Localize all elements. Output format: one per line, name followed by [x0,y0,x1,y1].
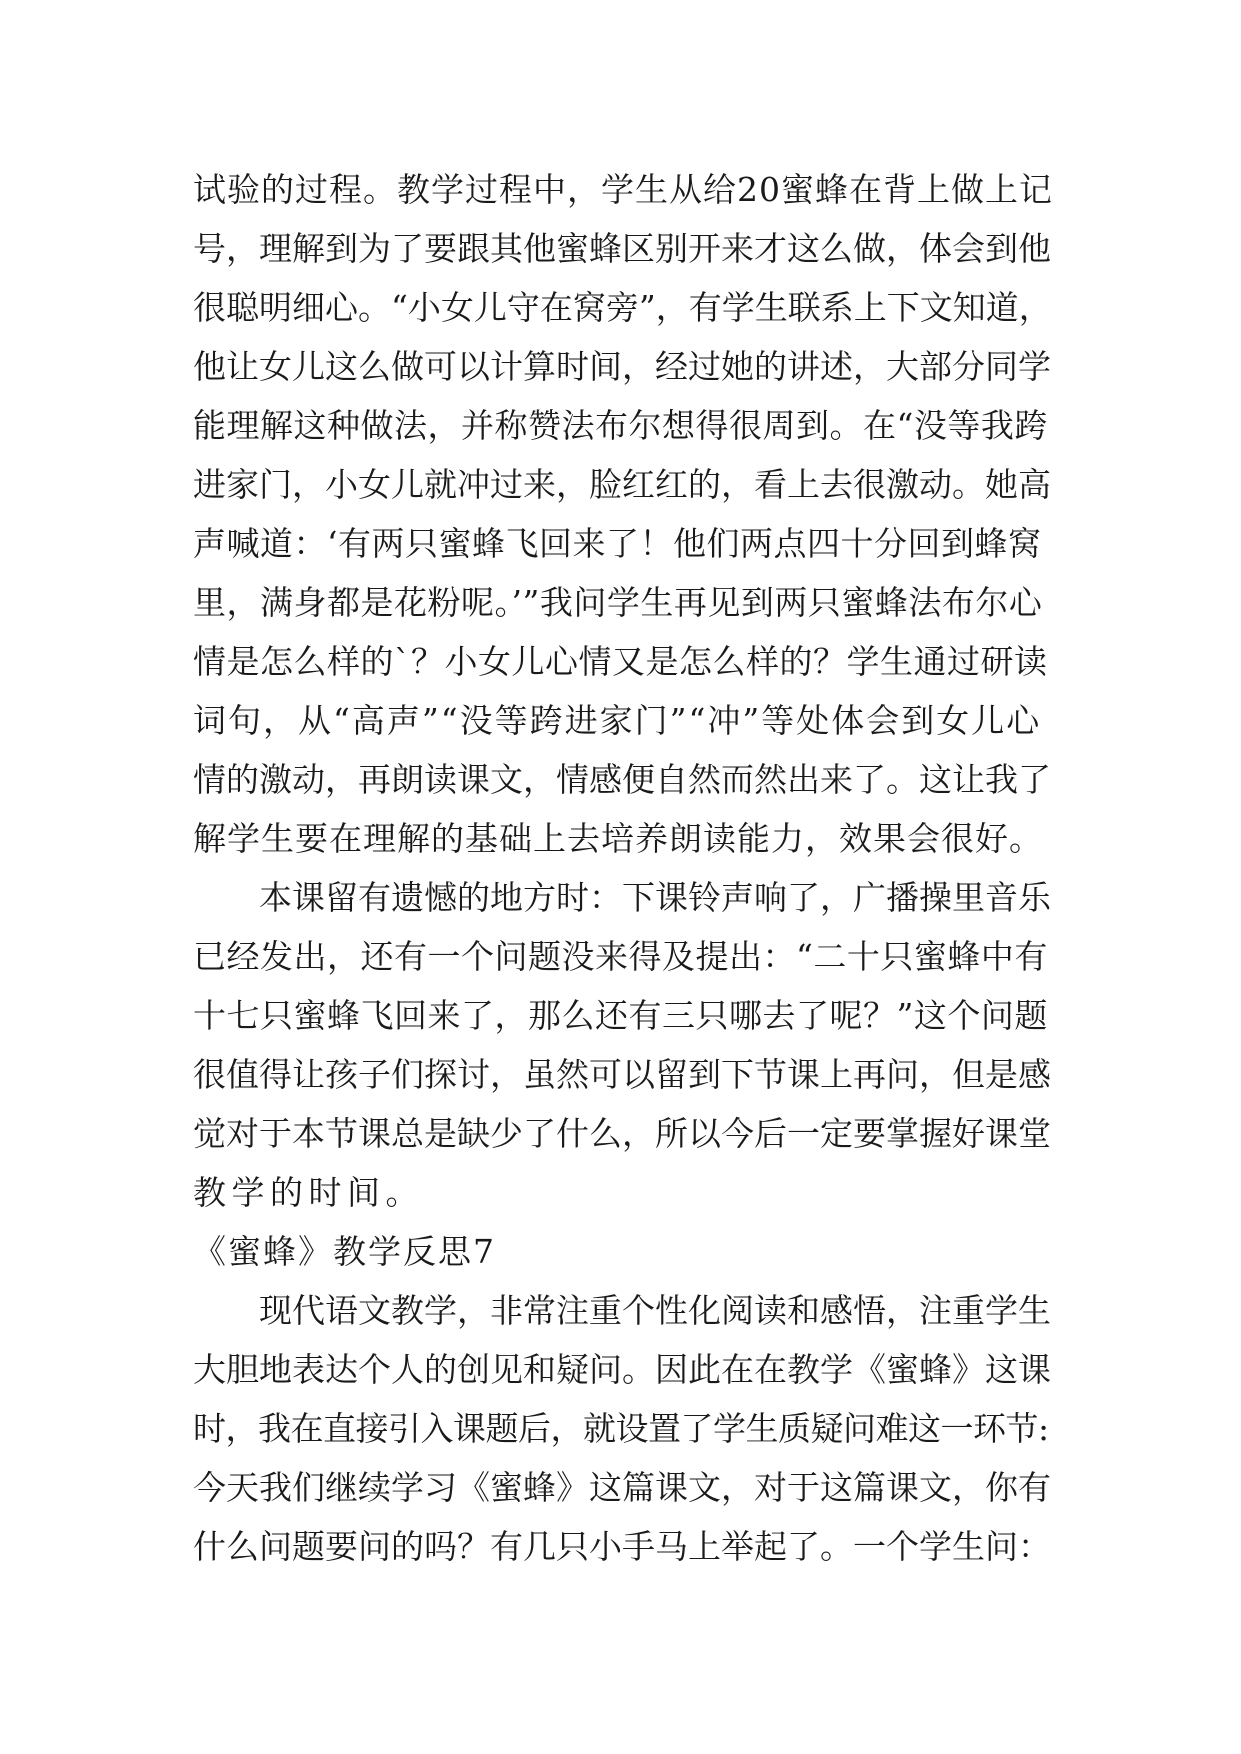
text-line: 教学的时间。 [193,1173,424,1212]
paragraph-start-line: 现代语文教学，非常注重个性化阅读和感悟，注重学生 [259,1291,1051,1330]
text-line: 里，满身都是花粉呢。’”我问学生再见到两只蜜蜂法布尔心 [193,583,1043,622]
text-line: 试验的过程。教学过程中，学生从给20蜜蜂在背上做上记 [193,170,1053,209]
text-line: 十七只蜜蜂飞回来了，那么还有三只哪去了呢？”这个问题 [193,996,1048,1035]
text-line: 已经发出，还有一个问题没来得及提出：“二十只蜜蜂中有 [193,937,1048,976]
text-line: 解学生要在理解的基础上去培养朗读能力，效果会很好。 [193,819,1043,858]
text-line: 觉对于本节课总是缺少了什么，所以今后一定要掌握好课堂 [193,1114,1051,1153]
section-heading: 《蜜蜂》教学反思7 [193,1232,496,1271]
text-line: 情是怎么样的`？小女儿心情又是怎么样的？学生通过研读 [193,642,1048,681]
text-line: 号，理解到为了要跟其他蜜蜂区别开来才这么做，体会到他 [193,229,1051,268]
text-line: 进家门，小女儿就冲过来，脸红红的，看上去很激动。她高 [193,465,1051,504]
text-line: 情的激动，再朗读课文，情感便自然而然出来了。这让我了 [193,760,1051,799]
text-line: 词句，从“高声”“没等跨进家门”“冲”等处体会到女儿心 [193,701,1042,740]
text-line: 声喊道：‘有两只蜜蜂飞回来了！他们两点四十分回到蜂窝 [193,524,1042,563]
document-page [193,160,1053,1576]
text-line: 时，我在直接引入课题后，就设置了学生质疑问难这一环节: [193,1409,1049,1448]
text-line: 大胆地表达个人的创见和疑问。因此在在教学《蜜蜂》这课 [193,1350,1051,1389]
text-line: 今天我们继续学习《蜜蜂》这篇课文，对于这篇课文，你有 [193,1468,1051,1507]
paragraph-start-line: 本课留有遗憾的地方时：下课铃声响了，广播操里音乐 [259,878,1051,917]
text-line: 很值得让孩子们探讨，虽然可以留到下节课上再问，但是感 [193,1055,1051,1094]
text-line: 能理解这种做法，并称赞法布尔想得很周到。在“没等我跨 [193,406,1048,445]
text-line: 什么问题要问的吗？有几只小手马上举起了。一个学生问： [193,1527,1051,1566]
text-line: 很聪明细心。“小女儿守在窝旁”，有学生联系上下文知道， [193,288,1052,327]
text-line: 他让女儿这么做可以计算时间，经过她的讲述，大部分同学 [193,347,1051,386]
